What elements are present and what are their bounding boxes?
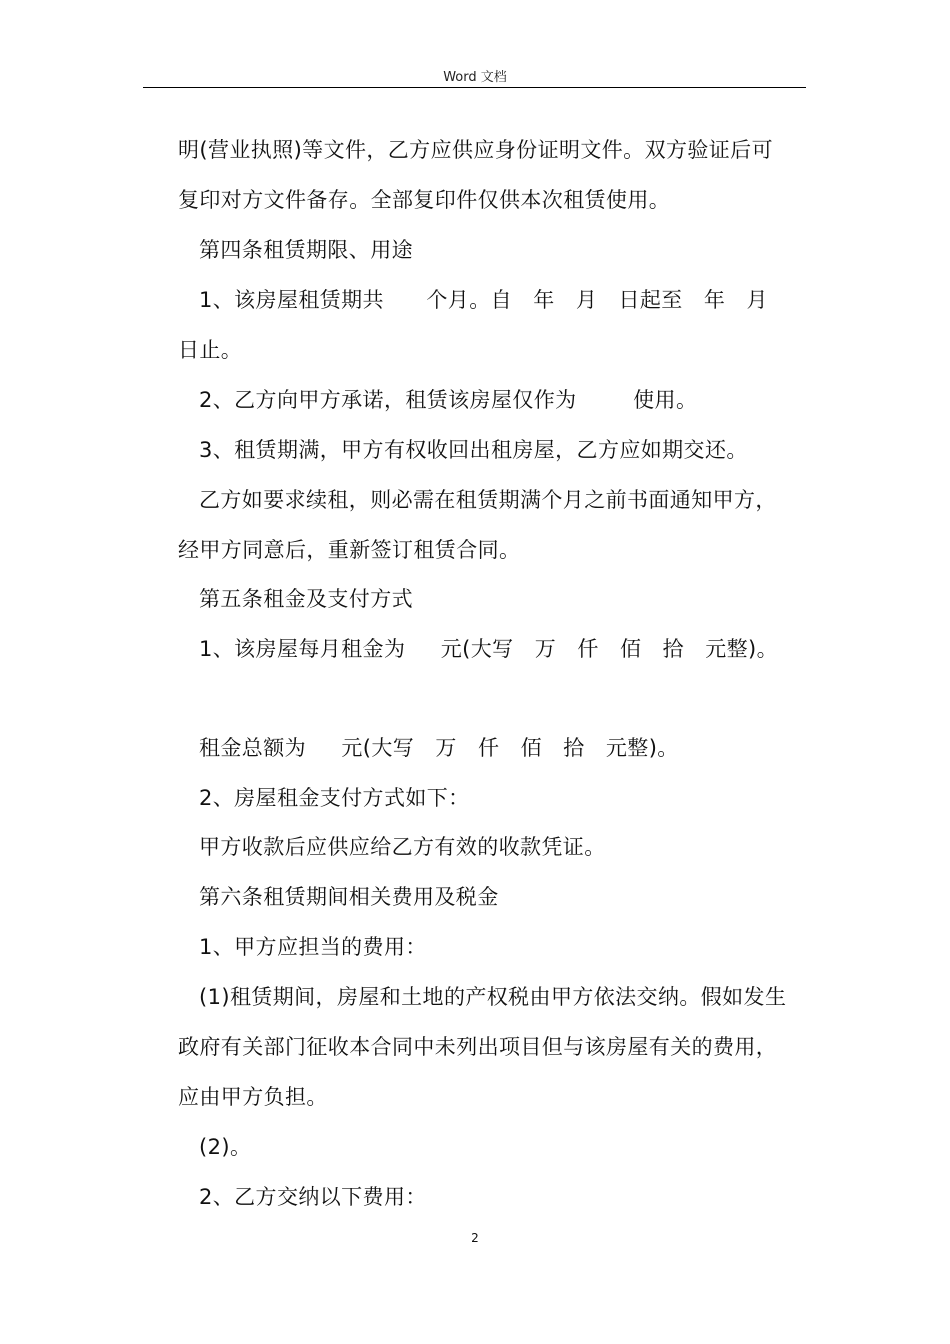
paragraph-line: 1、该房屋每月租金为 元(大写 万 仟 佰 拾 元整)。	[199, 637, 779, 661]
paragraph-line: 1、甲方应担当的费用：	[199, 935, 427, 959]
header-divider	[143, 87, 806, 88]
header-title: Word 文档	[443, 70, 507, 85]
paragraph-line: 2、乙方交纳以下费用：	[199, 1185, 427, 1209]
section-heading: 第五条租金及支付方式	[199, 587, 413, 611]
paragraph-line: 政府有关部门征收本合同中未列出项目但与该房屋有关的费用，	[178, 1035, 778, 1059]
paragraph-line: 2、房屋租金支付方式如下：	[199, 786, 470, 810]
section-heading: 第四条租赁期限、用途	[199, 238, 413, 262]
paragraph-line: 乙方如要求续租，则必需在租赁期满个月之前书面通知甲方，	[199, 488, 777, 512]
section-heading: 第六条租赁期间相关费用及税金	[199, 885, 499, 909]
paragraph-line: (1)租赁期间，房屋和土地的产权税由甲方依法交纳。假如发生	[199, 985, 787, 1009]
paragraph-line: 复印对方文件备存。全部复印件仅供本次租赁使用。	[178, 188, 671, 212]
paragraph-line: 甲方收款后应供应给乙方有效的收款凭证。	[199, 835, 606, 859]
paragraph-line: 明(营业执照)等文件，乙方应供应身份证明文件。双方验证后可	[178, 138, 773, 162]
paragraph-line: (2)。	[199, 1135, 252, 1159]
paragraph-line: 租金总额为 元(大写 万 仟 佰 拾 元整)。	[199, 736, 679, 760]
paragraph-line: 1、该房屋租赁期共 个月。自 年 月 日起至 年 月	[199, 288, 768, 312]
paragraph-line: 日止。	[178, 338, 243, 362]
paragraph-line: 2、乙方向甲方承诺，租赁该房屋仅作为 使用。	[199, 388, 698, 412]
paragraph-line: 经甲方同意后，重新签订租赁合同。	[178, 538, 521, 562]
paragraph-line: 应由甲方负担。	[178, 1085, 328, 1109]
paragraph-line: 3、租赁期满，甲方有权收回出租房屋，乙方应如期交还。	[199, 438, 748, 462]
page-number: 2	[471, 1231, 479, 1245]
